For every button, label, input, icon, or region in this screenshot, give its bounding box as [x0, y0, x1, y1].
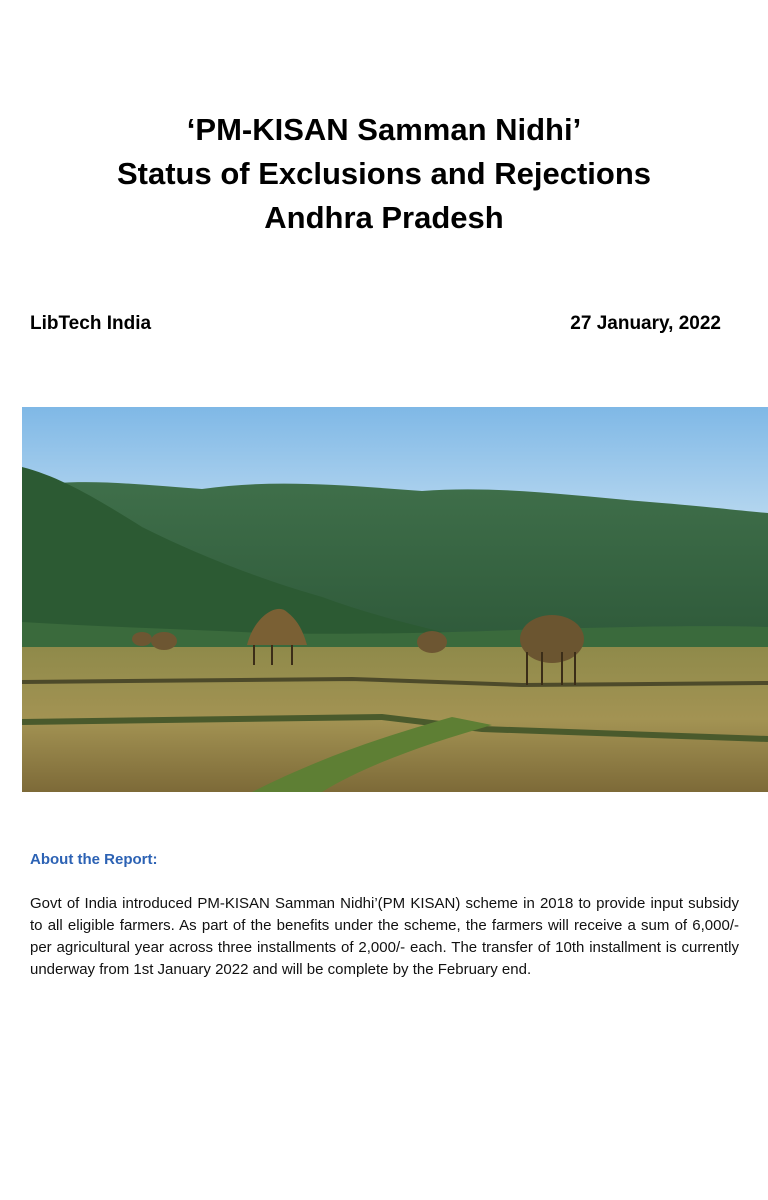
haystack-small-2 [151, 632, 177, 650]
report-date: 27 January, 2022 [570, 313, 721, 334]
haystack-small-1 [417, 631, 447, 653]
cover-photo-landscape [22, 407, 768, 792]
title-line-2: Status of Exclusions and Rejections [116, 156, 651, 191]
organization-name: LibTech India [30, 313, 152, 334]
haystack-small-3 [132, 632, 152, 646]
title-line-3: Andhra Pradesh [264, 200, 504, 235]
about-heading: About the Report: [30, 851, 158, 868]
report-title [0, 108, 768, 240]
about-paragraph: Govt of India introduced PM-KISAN Samman Nidhi’(PM KISAN) scheme in 2018 to provide input subsidy to all eligible farmers. As part of the benefits under the scheme, the farmers will receive a sum of 6,000/- per agricultural year across three installments of 2,000/- each. The transfer of 10th installment is currently underway from 1st January 2022 and will be complete by the February end. [30, 895, 739, 978]
title-line-1: ‘PM-KISAN Samman Nidhi’ [186, 112, 582, 147]
